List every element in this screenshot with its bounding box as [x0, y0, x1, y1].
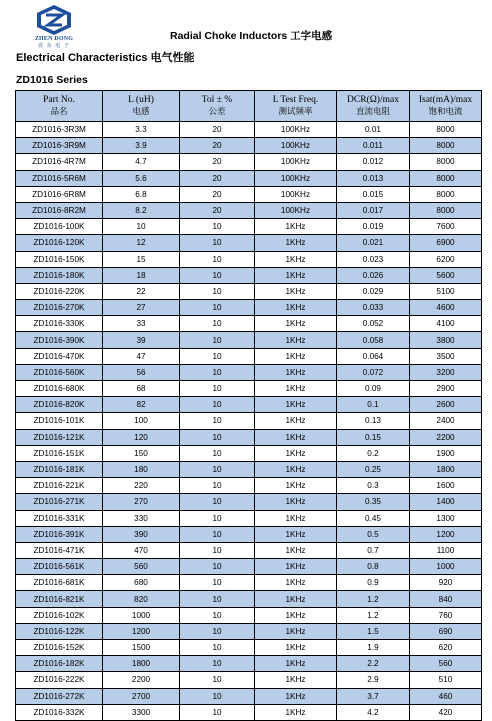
cell-part-no: ZD1016-331K — [16, 510, 103, 526]
cell-tolerance: 10 — [180, 364, 255, 380]
cell-part-no: ZD1016-270K — [16, 300, 103, 316]
table-row — [16, 526, 482, 542]
cell-isat: 2900 — [410, 381, 482, 397]
cell-isat: 1100 — [410, 542, 482, 558]
table-header-row — [16, 91, 482, 122]
cell-part-no: ZD1016-3R3M — [16, 122, 103, 138]
cell-part-no: ZD1016-150K — [16, 251, 103, 267]
cell-part-no: ZD1016-471K — [16, 542, 103, 558]
table-row — [16, 348, 482, 364]
cell-dcr: 0.026 — [337, 267, 410, 283]
cell-part-no: ZD1016-6R8M — [16, 186, 103, 202]
cell-isat: 8000 — [410, 186, 482, 202]
cell-part-no: ZD1016-391K — [16, 526, 103, 542]
cell-isat: 3200 — [410, 364, 482, 380]
cell-isat: 460 — [410, 688, 482, 704]
cell-part-no: ZD1016-3R9M — [16, 138, 103, 154]
cell-tolerance: 20 — [180, 170, 255, 186]
cell-dcr: 0.1 — [337, 397, 410, 413]
cell-tolerance: 10 — [180, 348, 255, 364]
cell-test-freq: 1KHz — [255, 478, 337, 494]
cell-dcr: 0.35 — [337, 494, 410, 510]
cell-inductance: 27 — [103, 300, 180, 316]
cell-dcr: 0.01 — [337, 122, 410, 138]
cell-test-freq: 100KHz — [255, 138, 337, 154]
cell-tolerance: 10 — [180, 494, 255, 510]
logo-text-cn: 震 东 电 子 — [38, 43, 70, 49]
cell-test-freq: 1KHz — [255, 591, 337, 607]
table-row — [16, 397, 482, 413]
series-title: ZD1016 Series — [16, 74, 88, 86]
cell-tolerance: 10 — [180, 445, 255, 461]
cell-dcr: 0.09 — [337, 381, 410, 397]
cell-dcr: 0.012 — [337, 154, 410, 170]
cell-dcr: 0.023 — [337, 251, 410, 267]
cell-inductance: 6.8 — [103, 186, 180, 202]
cell-isat: 6900 — [410, 235, 482, 251]
cell-inductance: 1000 — [103, 607, 180, 623]
cell-dcr: 0.25 — [337, 461, 410, 477]
table-row — [16, 445, 482, 461]
cell-dcr: 4.2 — [337, 704, 410, 720]
cell-isat: 840 — [410, 591, 482, 607]
cell-tolerance: 10 — [180, 267, 255, 283]
cell-inductance: 3.9 — [103, 138, 180, 154]
table-row — [16, 332, 482, 348]
cell-test-freq: 1KHz — [255, 364, 337, 380]
table-row — [16, 559, 482, 575]
cell-inductance: 8.2 — [103, 202, 180, 218]
cell-part-no: ZD1016-221K — [16, 478, 103, 494]
cell-inductance: 56 — [103, 364, 180, 380]
cell-tolerance: 10 — [180, 461, 255, 477]
cell-dcr: 3.7 — [337, 688, 410, 704]
cell-test-freq: 100KHz — [255, 122, 337, 138]
cell-tolerance: 10 — [180, 704, 255, 720]
cell-inductance: 15 — [103, 251, 180, 267]
cell-dcr: 0.029 — [337, 283, 410, 299]
cell-part-no: ZD1016-101K — [16, 413, 103, 429]
cell-inductance: 3300 — [103, 704, 180, 720]
cell-test-freq: 1KHz — [255, 251, 337, 267]
logo-text: ZHEN DONG — [34, 36, 74, 42]
cell-dcr: 0.45 — [337, 510, 410, 526]
cell-isat: 1600 — [410, 478, 482, 494]
table-row — [16, 494, 482, 510]
cell-part-no: ZD1016-100K — [16, 219, 103, 235]
cell-inductance: 4.7 — [103, 154, 180, 170]
cell-isat: 1400 — [410, 494, 482, 510]
cell-dcr: 0.2 — [337, 445, 410, 461]
table-row — [16, 364, 482, 380]
cell-dcr: 1.5 — [337, 623, 410, 639]
cell-tolerance: 10 — [180, 381, 255, 397]
table-row — [16, 542, 482, 558]
cell-dcr: 2.9 — [337, 672, 410, 688]
table-row — [16, 478, 482, 494]
cell-inductance: 330 — [103, 510, 180, 526]
cell-isat: 6200 — [410, 251, 482, 267]
cell-test-freq: 1KHz — [255, 300, 337, 316]
table-row — [16, 381, 482, 397]
cell-inductance: 120 — [103, 429, 180, 445]
cell-part-no: ZD1016-330K — [16, 316, 103, 332]
cell-test-freq: 1KHz — [255, 445, 337, 461]
table-row — [16, 461, 482, 477]
table-row — [16, 429, 482, 445]
cell-part-no: ZD1016-121K — [16, 429, 103, 445]
cell-isat: 1800 — [410, 461, 482, 477]
cell-test-freq: 1KHz — [255, 542, 337, 558]
cell-inductance: 33 — [103, 316, 180, 332]
cell-inductance: 150 — [103, 445, 180, 461]
cell-isat: 8000 — [410, 154, 482, 170]
cell-isat: 8000 — [410, 202, 482, 218]
cell-test-freq: 1KHz — [255, 575, 337, 591]
cell-inductance: 1800 — [103, 656, 180, 672]
cell-test-freq: 1KHz — [255, 623, 337, 639]
table-row — [16, 235, 482, 251]
cell-dcr: 0.017 — [337, 202, 410, 218]
cell-isat: 1000 — [410, 559, 482, 575]
cell-isat: 4600 — [410, 300, 482, 316]
cell-tolerance: 10 — [180, 526, 255, 542]
cell-dcr: 0.3 — [337, 478, 410, 494]
cell-test-freq: 1KHz — [255, 640, 337, 656]
table-row — [16, 623, 482, 639]
cell-inductance: 560 — [103, 559, 180, 575]
cell-test-freq: 1KHz — [255, 607, 337, 623]
cell-dcr: 1.9 — [337, 640, 410, 656]
cell-isat: 760 — [410, 607, 482, 623]
cell-test-freq: 1KHz — [255, 332, 337, 348]
cell-dcr: 1.2 — [337, 607, 410, 623]
cell-inductance: 2200 — [103, 672, 180, 688]
cell-tolerance: 10 — [180, 300, 255, 316]
cell-test-freq: 1KHz — [255, 397, 337, 413]
cell-part-no: ZD1016-560K — [16, 364, 103, 380]
cell-tolerance: 10 — [180, 575, 255, 591]
cell-part-no: ZD1016-122K — [16, 623, 103, 639]
cell-test-freq: 1KHz — [255, 283, 337, 299]
cell-test-freq: 1KHz — [255, 429, 337, 445]
cell-isat: 8000 — [410, 170, 482, 186]
company-logo — [34, 4, 74, 50]
cell-part-no: ZD1016-152K — [16, 640, 103, 656]
cell-test-freq: 100KHz — [255, 170, 337, 186]
cell-tolerance: 20 — [180, 138, 255, 154]
cell-isat: 420 — [410, 704, 482, 720]
cell-dcr: 1.2 — [337, 591, 410, 607]
cell-dcr: 0.013 — [337, 170, 410, 186]
cell-test-freq: 1KHz — [255, 494, 337, 510]
cell-isat: 620 — [410, 640, 482, 656]
cell-inductance: 820 — [103, 591, 180, 607]
table-row — [16, 640, 482, 656]
cell-isat: 5100 — [410, 283, 482, 299]
cell-tolerance: 10 — [180, 429, 255, 445]
table-row — [16, 300, 482, 316]
cell-inductance: 2700 — [103, 688, 180, 704]
cell-dcr: 0.064 — [337, 348, 410, 364]
cell-part-no: ZD1016-8R2M — [16, 202, 103, 218]
cell-tolerance: 20 — [180, 122, 255, 138]
table-row — [16, 122, 482, 138]
cell-tolerance: 10 — [180, 283, 255, 299]
cell-test-freq: 100KHz — [255, 202, 337, 218]
cell-tolerance: 20 — [180, 186, 255, 202]
table-row — [16, 510, 482, 526]
cell-isat: 690 — [410, 623, 482, 639]
cell-inductance: 18 — [103, 267, 180, 283]
cell-dcr: 0.8 — [337, 559, 410, 575]
cell-tolerance: 10 — [180, 235, 255, 251]
cell-dcr: 0.052 — [337, 316, 410, 332]
cell-inductance: 100 — [103, 413, 180, 429]
column-header-inductance: L (uH) 电感 — [103, 91, 180, 122]
cell-part-no: ZD1016-222K — [16, 672, 103, 688]
cell-test-freq: 1KHz — [255, 656, 337, 672]
cell-part-no: ZD1016-272K — [16, 688, 103, 704]
electrical-characteristics-table — [15, 90, 482, 721]
cell-tolerance: 10 — [180, 623, 255, 639]
cell-tolerance: 10 — [180, 413, 255, 429]
cell-inductance: 12 — [103, 235, 180, 251]
cell-test-freq: 1KHz — [255, 510, 337, 526]
table-row — [16, 607, 482, 623]
cell-test-freq: 1KHz — [255, 267, 337, 283]
cell-tolerance: 10 — [180, 559, 255, 575]
cell-isat: 8000 — [410, 138, 482, 154]
cell-tolerance: 10 — [180, 591, 255, 607]
column-header-tolerance: Tol ± % 公差 — [180, 91, 255, 122]
cell-dcr: 0.033 — [337, 300, 410, 316]
table-row — [16, 591, 482, 607]
cell-part-no: ZD1016-332K — [16, 704, 103, 720]
cell-test-freq: 1KHz — [255, 704, 337, 720]
document-title: Radial Choke Inductors 工字电感 — [170, 30, 333, 42]
cell-tolerance: 20 — [180, 202, 255, 218]
cell-isat: 1900 — [410, 445, 482, 461]
column-header-isat: Isat(mA)/max 饱和电流 — [410, 91, 482, 122]
cell-dcr: 0.015 — [337, 186, 410, 202]
cell-inductance: 82 — [103, 397, 180, 413]
cell-part-no: ZD1016-151K — [16, 445, 103, 461]
cell-inductance: 180 — [103, 461, 180, 477]
cell-dcr: 0.13 — [337, 413, 410, 429]
cell-isat: 510 — [410, 672, 482, 688]
cell-part-no: ZD1016-271K — [16, 494, 103, 510]
cell-isat: 7600 — [410, 219, 482, 235]
cell-test-freq: 1KHz — [255, 316, 337, 332]
cell-isat: 920 — [410, 575, 482, 591]
cell-inductance: 22 — [103, 283, 180, 299]
table-row — [16, 138, 482, 154]
cell-test-freq: 1KHz — [255, 219, 337, 235]
cell-part-no: ZD1016-102K — [16, 607, 103, 623]
cell-tolerance: 10 — [180, 510, 255, 526]
cell-dcr: 0.019 — [337, 219, 410, 235]
cell-part-no: ZD1016-821K — [16, 591, 103, 607]
table-row — [16, 704, 482, 720]
cell-isat: 1300 — [410, 510, 482, 526]
cell-part-no: ZD1016-220K — [16, 283, 103, 299]
table-row — [16, 251, 482, 267]
cell-inductance: 47 — [103, 348, 180, 364]
cell-dcr: 0.7 — [337, 542, 410, 558]
cell-tolerance: 10 — [180, 542, 255, 558]
cell-dcr: 0.058 — [337, 332, 410, 348]
cell-isat: 3500 — [410, 348, 482, 364]
cell-isat: 560 — [410, 656, 482, 672]
cell-isat: 3800 — [410, 332, 482, 348]
cell-inductance: 3.3 — [103, 122, 180, 138]
column-header-test-freq: L Test Freq. 测试频率 — [255, 91, 337, 122]
cell-inductance: 1500 — [103, 640, 180, 656]
cell-tolerance: 10 — [180, 672, 255, 688]
cell-test-freq: 1KHz — [255, 348, 337, 364]
cell-part-no: ZD1016-182K — [16, 656, 103, 672]
cell-part-no: ZD1016-681K — [16, 575, 103, 591]
cell-isat: 2200 — [410, 429, 482, 445]
cell-part-no: ZD1016-5R6M — [16, 170, 103, 186]
cell-inductance: 1200 — [103, 623, 180, 639]
cell-tolerance: 10 — [180, 397, 255, 413]
cell-inductance: 270 — [103, 494, 180, 510]
cell-dcr: 0.9 — [337, 575, 410, 591]
table-row — [16, 267, 482, 283]
cell-inductance: 68 — [103, 381, 180, 397]
table-row — [16, 186, 482, 202]
cell-inductance: 39 — [103, 332, 180, 348]
cell-part-no: ZD1016-561K — [16, 559, 103, 575]
cell-part-no: ZD1016-820K — [16, 397, 103, 413]
cell-test-freq: 1KHz — [255, 688, 337, 704]
column-header-part-no: Part No. 品名 — [16, 91, 103, 122]
table-row — [16, 154, 482, 170]
table-row — [16, 316, 482, 332]
cell-test-freq: 1KHz — [255, 672, 337, 688]
cell-test-freq: 1KHz — [255, 559, 337, 575]
cell-tolerance: 10 — [180, 478, 255, 494]
table-row — [16, 170, 482, 186]
cell-test-freq: 100KHz — [255, 186, 337, 202]
table-row — [16, 575, 482, 591]
cell-tolerance: 10 — [180, 688, 255, 704]
cell-part-no: ZD1016-180K — [16, 267, 103, 283]
cell-dcr: 2.2 — [337, 656, 410, 672]
table-row — [16, 219, 482, 235]
section-title: Electrical Characteristics 电气性能 — [16, 52, 195, 64]
table-row — [16, 202, 482, 218]
cell-tolerance: 10 — [180, 640, 255, 656]
cell-test-freq: 1KHz — [255, 381, 337, 397]
table-row — [16, 672, 482, 688]
cell-inductance: 680 — [103, 575, 180, 591]
cell-test-freq: 1KHz — [255, 235, 337, 251]
cell-tolerance: 10 — [180, 607, 255, 623]
cell-inductance: 10 — [103, 219, 180, 235]
cell-tolerance: 10 — [180, 219, 255, 235]
table-row — [16, 656, 482, 672]
cell-isat: 1200 — [410, 526, 482, 542]
cell-dcr: 0.5 — [337, 526, 410, 542]
cell-part-no: ZD1016-120K — [16, 235, 103, 251]
cell-inductance: 470 — [103, 542, 180, 558]
cell-tolerance: 10 — [180, 332, 255, 348]
cell-inductance: 390 — [103, 526, 180, 542]
cell-part-no: ZD1016-680K — [16, 381, 103, 397]
cell-part-no: ZD1016-390K — [16, 332, 103, 348]
cell-isat: 4100 — [410, 316, 482, 332]
cell-tolerance: 10 — [180, 656, 255, 672]
cell-test-freq: 100KHz — [255, 154, 337, 170]
cell-dcr: 0.15 — [337, 429, 410, 445]
table-row — [16, 413, 482, 429]
column-header-dcr: DCR(Ω)/max 直流电阻 — [337, 91, 410, 122]
cell-isat: 2600 — [410, 397, 482, 413]
cell-isat: 2400 — [410, 413, 482, 429]
cell-part-no: ZD1016-4R7M — [16, 154, 103, 170]
table-row — [16, 688, 482, 704]
cell-inductance: 220 — [103, 478, 180, 494]
cell-part-no: ZD1016-470K — [16, 348, 103, 364]
cell-isat: 8000 — [410, 122, 482, 138]
cell-dcr: 0.011 — [337, 138, 410, 154]
cell-test-freq: 1KHz — [255, 461, 337, 477]
cell-tolerance: 10 — [180, 251, 255, 267]
cell-tolerance: 10 — [180, 316, 255, 332]
logo-emblem-icon — [34, 4, 74, 36]
cell-inductance: 5.6 — [103, 170, 180, 186]
cell-test-freq: 1KHz — [255, 413, 337, 429]
cell-part-no: ZD1016-181K — [16, 461, 103, 477]
cell-tolerance: 20 — [180, 154, 255, 170]
cell-dcr: 0.021 — [337, 235, 410, 251]
table-row — [16, 283, 482, 299]
cell-test-freq: 1KHz — [255, 526, 337, 542]
cell-dcr: 0.072 — [337, 364, 410, 380]
cell-isat: 5600 — [410, 267, 482, 283]
